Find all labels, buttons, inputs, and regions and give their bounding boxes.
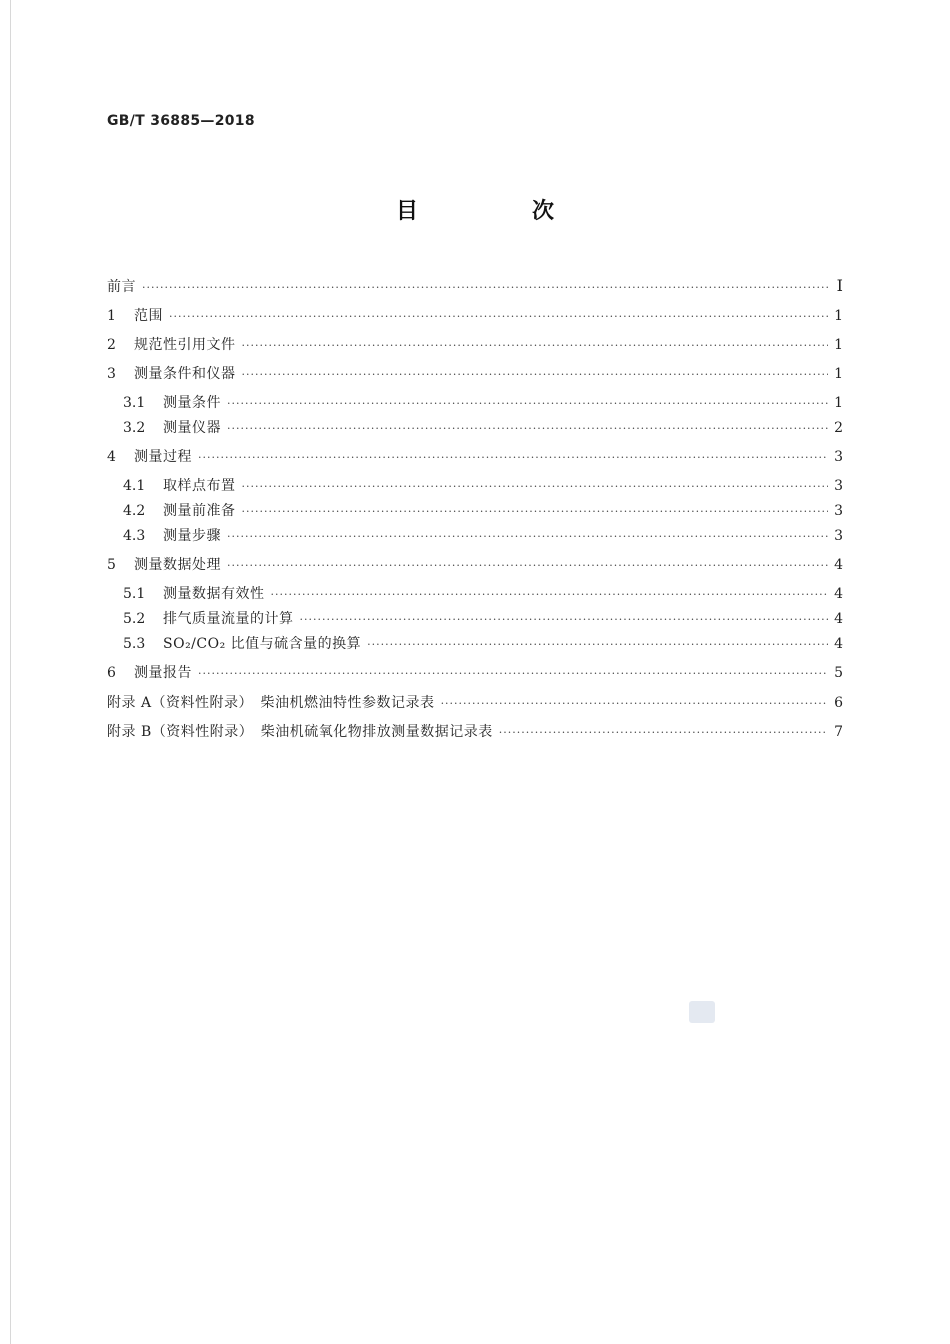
toc-number: 5.3 bbox=[123, 636, 146, 652]
toc-number: 3 bbox=[107, 366, 116, 382]
toc-page-number: 4 bbox=[834, 586, 843, 602]
dot-leader bbox=[227, 397, 828, 410]
toc-label: 测量条件 bbox=[163, 395, 221, 411]
dot-leader bbox=[227, 530, 828, 543]
toc-entry-annex-a[interactable] bbox=[107, 692, 843, 712]
toc-page-number: 7 bbox=[834, 724, 843, 740]
toc-number: 3.2 bbox=[123, 420, 146, 436]
toc-subentry[interactable] bbox=[107, 608, 843, 628]
toc-label: 测量数据处理 bbox=[134, 557, 221, 573]
toc-label: 测量报告 bbox=[134, 665, 192, 681]
toc-number: 5.2 bbox=[123, 611, 146, 627]
toc-number: 4 bbox=[107, 449, 116, 465]
dot-leader bbox=[198, 451, 828, 464]
toc-number: 2 bbox=[107, 337, 116, 353]
toc-subentry[interactable] bbox=[107, 417, 843, 437]
dot-leader bbox=[441, 697, 829, 710]
toc-subentry[interactable] bbox=[107, 392, 843, 412]
toc-page-number: 3 bbox=[834, 528, 843, 544]
toc-label: 测量条件和仪器 bbox=[134, 366, 236, 382]
dot-leader bbox=[227, 422, 828, 435]
dot-leader bbox=[227, 559, 828, 572]
toc-label: 附录 B（资料性附录） 柴油机硫氧化物排放测量数据记录表 bbox=[107, 724, 493, 740]
toc-subentry[interactable] bbox=[107, 525, 843, 545]
toc-label: 测量前准备 bbox=[163, 503, 236, 519]
toc-label: 排气质量流量的计算 bbox=[163, 611, 294, 627]
toc-page-number: 1 bbox=[834, 395, 843, 411]
toc-page-number: 1 bbox=[834, 337, 843, 353]
toc-number: 4.3 bbox=[123, 528, 146, 544]
toc-label: 测量步骤 bbox=[163, 528, 221, 544]
toc-page-number: 4 bbox=[834, 636, 843, 652]
toc-page-number: 6 bbox=[834, 695, 843, 711]
toc-label: 范围 bbox=[134, 308, 163, 324]
toc-page-number: 1 bbox=[834, 308, 843, 324]
toc-entry[interactable] bbox=[107, 334, 843, 354]
toc-entry-annex-b[interactable] bbox=[107, 721, 843, 741]
toc-entry-foreword[interactable] bbox=[107, 276, 843, 296]
dot-leader bbox=[142, 281, 829, 294]
toc-number: 3.1 bbox=[123, 395, 146, 411]
toc-number: 6 bbox=[107, 665, 116, 681]
toc-number: 5 bbox=[107, 557, 116, 573]
dot-leader bbox=[367, 638, 828, 651]
toc-page-number: 2 bbox=[834, 420, 843, 436]
toc-label: 测量仪器 bbox=[163, 420, 221, 436]
toc-subentry[interactable] bbox=[107, 475, 843, 495]
toc-subentry[interactable] bbox=[107, 500, 843, 520]
dot-leader bbox=[271, 588, 829, 601]
toc-page-number: 4 bbox=[834, 557, 843, 573]
dot-leader bbox=[499, 726, 828, 739]
toc-number: 1 bbox=[107, 308, 116, 324]
dot-leader bbox=[169, 310, 828, 323]
dot-leader bbox=[242, 368, 829, 381]
toc-page-number: 3 bbox=[834, 478, 843, 494]
toc-label: 规范性引用文件 bbox=[134, 337, 236, 353]
toc-label: 取样点布置 bbox=[163, 478, 236, 494]
dot-leader bbox=[242, 480, 829, 493]
toc-label: 测量数据有效性 bbox=[163, 586, 265, 602]
toc-label: 前言 bbox=[107, 279, 136, 295]
dot-leader bbox=[242, 505, 829, 518]
dot-leader bbox=[242, 339, 829, 352]
toc-number: 4.2 bbox=[123, 503, 146, 519]
standard-code: GB/T 36885—2018 bbox=[107, 113, 255, 129]
toc-label: 测量过程 bbox=[134, 449, 192, 465]
toc-label: 附录 A（资料性附录） 柴油机燃油特性参数记录表 bbox=[107, 695, 435, 711]
toc-page-number: 3 bbox=[834, 503, 843, 519]
toc-number: 4.1 bbox=[123, 478, 146, 494]
watermark-mark bbox=[689, 1001, 715, 1023]
toc-page-number: Ⅰ bbox=[836, 276, 843, 295]
toc-subentry[interactable] bbox=[107, 583, 843, 603]
toc-page-number: 4 bbox=[834, 611, 843, 627]
toc-entry[interactable] bbox=[107, 363, 843, 383]
toc-entry[interactable] bbox=[107, 305, 843, 325]
toc-entry[interactable] bbox=[107, 662, 843, 682]
toc-page-number: 5 bbox=[834, 665, 843, 681]
dot-leader bbox=[198, 667, 828, 680]
dot-leader bbox=[300, 613, 829, 626]
toc-subentry[interactable] bbox=[107, 633, 843, 653]
toc-number: 5.1 bbox=[123, 586, 146, 602]
page-title: 目 次 bbox=[395, 199, 600, 224]
toc-label: SO₂/CO₂ 比值与硫含量的换算 bbox=[163, 636, 362, 652]
toc-page-number: 3 bbox=[834, 449, 843, 465]
toc-entry[interactable] bbox=[107, 554, 843, 574]
toc-page-number: 1 bbox=[834, 366, 843, 382]
toc-entry[interactable] bbox=[107, 446, 843, 466]
